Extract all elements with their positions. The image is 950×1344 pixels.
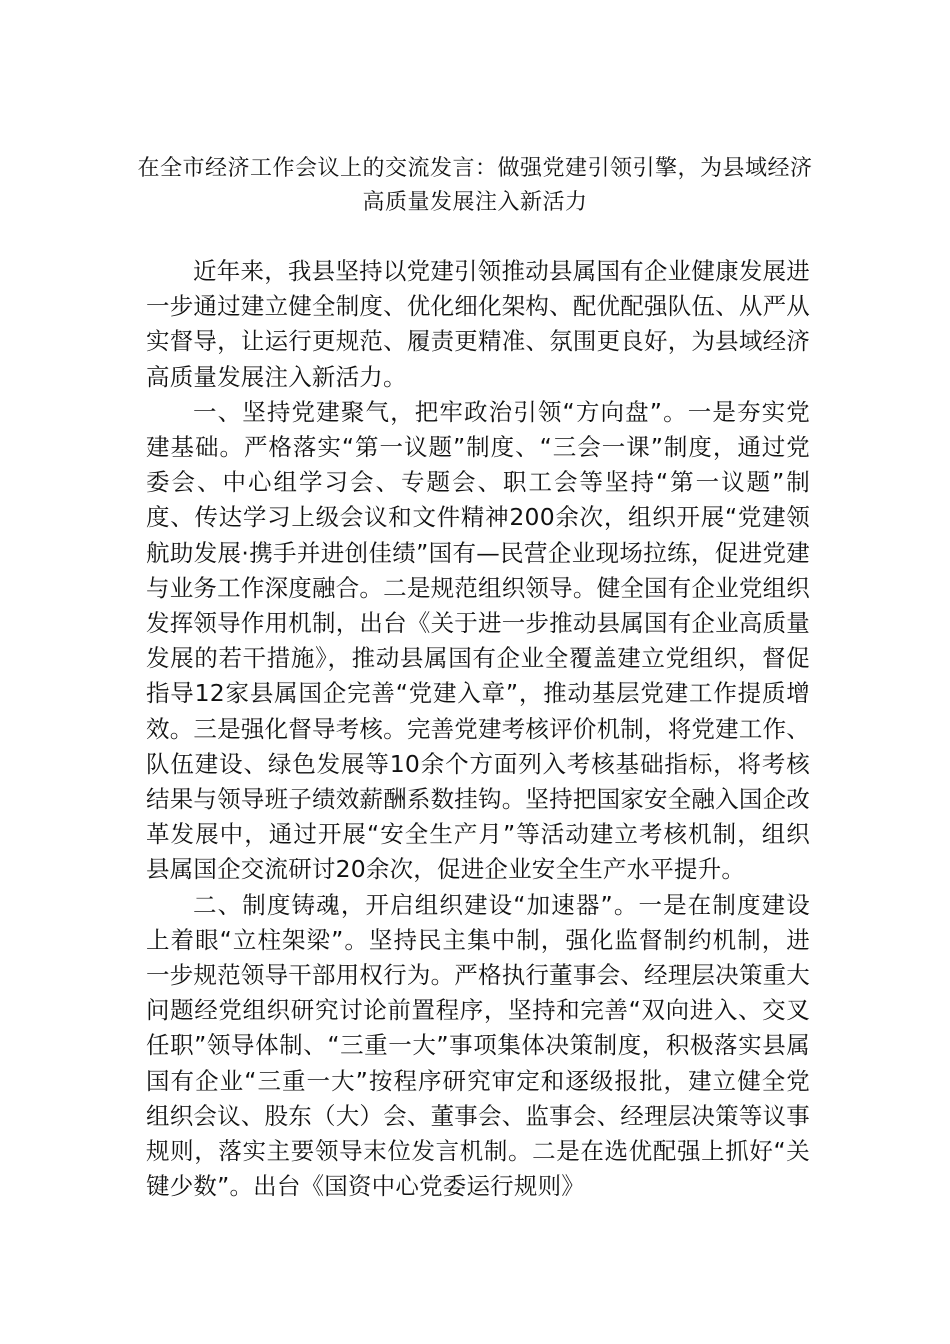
document-body bbox=[146, 254, 810, 1204]
paragraph-section-two: 二、制度铸魂，开启组织建设“加速器”。一是在制度建设上着眼“立柱架梁”。坚持民主集中制，强化监督制约机制，进一步规范领导干部用权行为。严格执行董事会、经理层决策重大问题经党组织研究讨论前置程序，坚持和完善“双向进入、交叉任职”领导体制、“三重一大”事项集体决策制度，积极落实县属国有企业“三重一大”按程序研究审定和逐级报批，建立健全党组织会议、股东（大）会、董事会、监事会、经理层决策等议事规则，落实主要领导末位发言机制。二是在选优配强上抓好“关键少数”。出台《国资中心党委运行规则》 bbox=[146, 890, 810, 1201]
document-title: 在全市经济工作会议上的交流发言：做强党建引领引擎，为县域经济高质量发展注入新活力 bbox=[137, 156, 813, 215]
paragraph-intro: 近年来，我县坚持以党建引领推动县属国有企业健康发展进一步通过建立健全制度、优化细化架构、配优配强队伍、从严从实督导，让运行更规范、履责更精准、氛围更良好，为县域经济高质量发展注入新活力。 bbox=[146, 257, 810, 391]
paragraph-section-one: 一、坚持党建聚气，把牢政治引领“方向盘”。一是夯实党建基础。严格落实“第一议题”制度、“三会一课”制度，通过党委会、中心组学习会、专题会、职工会等坚持“第一议题”制度、传达学习上级会议和文件精神200余次，组织开展“党建领航助发展·携手并进创佳绩”国有—民营企业现场拉练，促进党建与业务工作深度融合。二是规范组织领导。健全国有企业党组织发挥领导作用机制，出台《关于进一步推动县属国有企业高质量发展的若干措施》，推动县属国有企业全覆盖建立党组织，督促指导12家县属国企完善“党建入章”，推动基层党建工作提质增效。三是强化督导考核。完善党建考核评价机制，将党建工作、队伍建设、绿色发展等10余个方面列入考核基础指标，将考核结果与领导班子绩效薪酬系数挂钩。坚持把国家安全融入国企改革发展中，通过开展“安全生产月”等活动建立考核机制，组织县属国企交流研讨20余次，促进企业安全生产水平提升。 bbox=[146, 397, 810, 884]
